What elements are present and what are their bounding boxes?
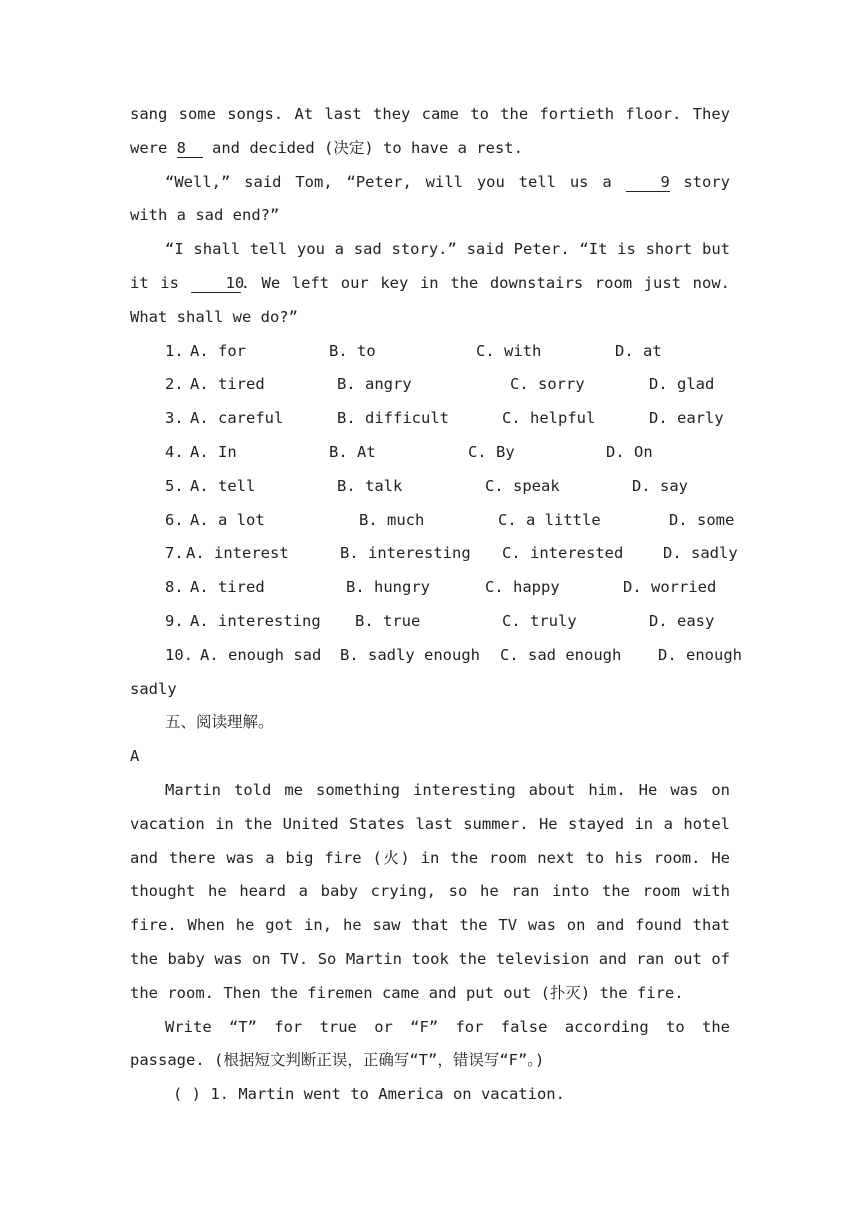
- option-c: C. helpful: [502, 409, 596, 428]
- blank-10: 10: [191, 274, 241, 293]
- option-number: 10.: [165, 645, 193, 664]
- blank-9: 9: [626, 173, 670, 192]
- option-row-6: [130, 504, 735, 538]
- option-a: A. careful: [190, 409, 284, 428]
- blank-8: 8: [177, 139, 203, 158]
- option-row-3: [130, 402, 730, 436]
- option-a: A. enough sad: [200, 645, 322, 664]
- option-d: D. worried: [623, 578, 717, 597]
- option-row-4: [130, 436, 730, 470]
- option-b: B. true: [355, 611, 421, 630]
- options-list: [130, 335, 742, 707]
- option-c: C. truly: [502, 611, 577, 630]
- cloze-text: “I shall tell you a sad story.” said Peter. “It is short but it is: [130, 240, 730, 292]
- option-number: 6.: [165, 510, 184, 529]
- option-row-1: [130, 335, 730, 369]
- option-a: A. tired: [190, 578, 265, 597]
- option-c: C. interested: [502, 544, 624, 563]
- option-c: C. By: [468, 442, 515, 461]
- option-number: 9.: [165, 611, 184, 630]
- option-number: 1.: [165, 341, 184, 360]
- option-row-2: [130, 368, 730, 402]
- option-b: B. much: [359, 510, 425, 529]
- option-d: D. early: [649, 409, 724, 428]
- cloze-text: . We left our key in the downstairs room just now. What shall we do?”: [130, 273, 730, 326]
- cloze-paragraph-3: [130, 233, 730, 334]
- option-d: D. easy: [649, 611, 715, 630]
- option-b: B. hungry: [346, 578, 430, 597]
- cloze-text: story with a sad end?”: [130, 172, 730, 225]
- option-b: B. interesting: [340, 544, 471, 563]
- document-page: [130, 98, 742, 1112]
- option-d: D. On: [606, 442, 653, 461]
- instruction-text: Write “T” for true or “F” for false according to the passage. (根据短文判断正误，正确写“T”，错误写“F”。): [130, 1017, 730, 1070]
- option-c: C. speak: [485, 476, 560, 495]
- option-d-continued: sadly: [130, 679, 177, 698]
- option-d: D. at: [615, 341, 662, 360]
- option-b: B. sadly enough: [340, 645, 480, 664]
- option-number: 5.: [165, 476, 184, 495]
- option-d: D. enough: [658, 645, 742, 664]
- option-a: A. interesting: [190, 611, 321, 630]
- option-d: D. say: [632, 476, 688, 495]
- option-c: C. with: [476, 341, 542, 360]
- option-number: 8.: [165, 578, 184, 597]
- option-a: A. tell: [190, 476, 256, 495]
- passage-label: A: [130, 747, 140, 766]
- option-a: A. interest: [186, 544, 289, 563]
- option-c: C. sorry: [510, 375, 585, 394]
- option-number: 2.: [165, 375, 184, 394]
- cloze-text: sang some songs. At last they came to the fortieth floor. They were: [130, 105, 730, 157]
- passage-text: Martin told me something interesting about him. He was on vacation in the United States last summer. He stayed in a hotel and there was a big fire (火) in the room next to his room. He thought he heard a baby crying, so he ran into the room with fire. When he got in, he saw that the TV was on and found that the baby was on TV. So Martin took the television and ran out of the room. Then the firemen came and put out (扑灭) the fire.: [130, 780, 730, 1002]
- option-number: 4.: [165, 442, 184, 461]
- option-row-10-wrap: [130, 673, 730, 707]
- option-c: C. sad enough: [500, 645, 622, 664]
- option-number: 3.: [165, 409, 184, 428]
- cloze-text: “Well,” said Tom, “Peter, will you tell us a: [165, 172, 626, 191]
- option-row-9: [130, 605, 730, 639]
- option-c: C. happy: [485, 578, 560, 597]
- option-d: D. sadly: [663, 544, 738, 563]
- question-1: ( ) 1. Martin went to America on vacation.: [173, 1085, 565, 1104]
- option-b: B. At: [329, 442, 376, 461]
- section-title: 五、阅读理解。: [165, 713, 274, 732]
- option-a: A. a lot: [190, 510, 265, 529]
- option-b: B. difficult: [337, 409, 449, 428]
- cloze-paragraph-2: [130, 166, 730, 234]
- option-b: B. talk: [337, 476, 403, 495]
- option-a: A. for: [190, 341, 246, 360]
- option-a: A. In: [190, 442, 237, 461]
- option-a: A. tired: [190, 375, 265, 394]
- option-b: B. angry: [337, 375, 412, 394]
- option-d: D. some: [669, 510, 735, 529]
- option-row-8: [130, 571, 730, 605]
- option-d: D. glad: [649, 375, 715, 394]
- option-b: B. to: [329, 341, 376, 360]
- cloze-text: and decided (决定) to have a rest.: [212, 138, 523, 157]
- option-row-5: [130, 470, 730, 504]
- option-c: C. a little: [498, 510, 601, 529]
- option-number: 7.: [165, 544, 184, 563]
- cloze-paragraph-1: [130, 98, 730, 166]
- option-row-7: [130, 537, 738, 571]
- option-row-10: [130, 639, 742, 673]
